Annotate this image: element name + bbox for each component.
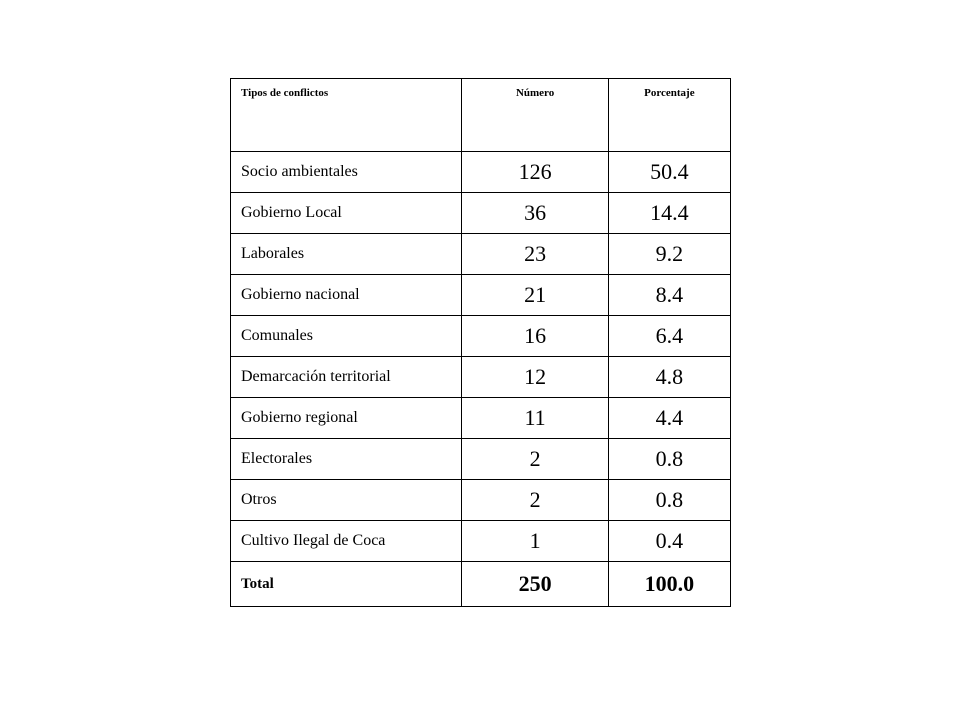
cell-percent: 6.4 — [608, 316, 730, 357]
table-row — [231, 480, 731, 521]
total-percent: 100.0 — [608, 562, 730, 607]
cell-number: 21 — [462, 275, 608, 316]
cell-conflict-type: Gobierno regional — [231, 398, 462, 439]
cell-conflict-type: Electorales — [231, 439, 462, 480]
cell-percent: 4.8 — [608, 357, 730, 398]
cell-number: 16 — [462, 316, 608, 357]
cell-conflict-type: Gobierno nacional — [231, 275, 462, 316]
cell-number: 36 — [462, 193, 608, 234]
header-conflict-type: Tipos de conflictos — [231, 79, 462, 152]
cell-number: 2 — [462, 480, 608, 521]
header-percent: Porcentaje — [608, 79, 730, 152]
table-row — [231, 398, 731, 439]
cell-number: 23 — [462, 234, 608, 275]
cell-number: 2 — [462, 439, 608, 480]
total-label: Total — [231, 562, 462, 607]
total-number: 250 — [462, 562, 608, 607]
cell-percent: 8.4 — [608, 275, 730, 316]
cell-number: 1 — [462, 521, 608, 562]
header-number: Número — [462, 79, 608, 152]
conflicts-table — [230, 78, 731, 607]
table-row — [231, 234, 731, 275]
cell-conflict-type: Cultivo Ilegal de Coca — [231, 521, 462, 562]
table-row — [231, 152, 731, 193]
cell-conflict-type: Demarcación territorial — [231, 357, 462, 398]
cell-percent: 14.4 — [608, 193, 730, 234]
cell-conflict-type: Otros — [231, 480, 462, 521]
table-header-row — [231, 79, 731, 152]
cell-percent: 4.4 — [608, 398, 730, 439]
cell-conflict-type: Laborales — [231, 234, 462, 275]
table-row — [231, 439, 731, 480]
table-total-row — [231, 562, 731, 607]
cell-number: 126 — [462, 152, 608, 193]
cell-number: 11 — [462, 398, 608, 439]
table-row — [231, 275, 731, 316]
cell-conflict-type: Socio ambientales — [231, 152, 462, 193]
cell-percent: 50.4 — [608, 152, 730, 193]
table-row — [231, 193, 731, 234]
cell-number: 12 — [462, 357, 608, 398]
cell-percent: 0.4 — [608, 521, 730, 562]
cell-percent: 9.2 — [608, 234, 730, 275]
table-row — [231, 357, 731, 398]
table-row — [231, 521, 731, 562]
table-row — [231, 316, 731, 357]
cell-conflict-type: Comunales — [231, 316, 462, 357]
cell-percent: 0.8 — [608, 439, 730, 480]
cell-percent: 0.8 — [608, 480, 730, 521]
cell-conflict-type: Gobierno Local — [231, 193, 462, 234]
